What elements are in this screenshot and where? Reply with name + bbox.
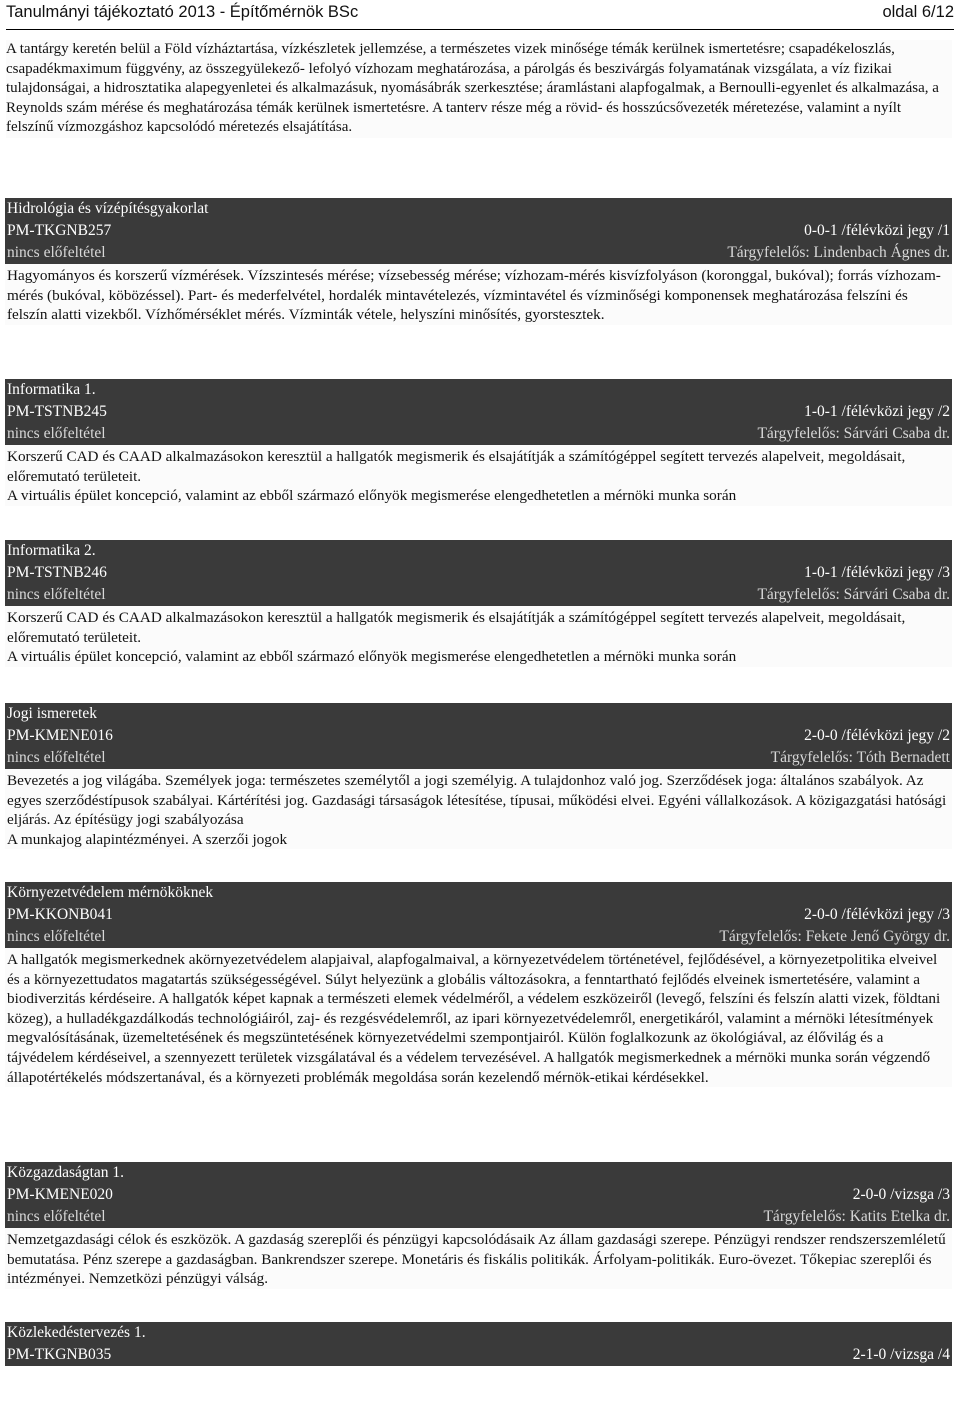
course-title: Jogi ismeretek bbox=[5, 703, 952, 725]
course-responsible: Tárgyfelelős: Sárvári Csaba dr. bbox=[757, 586, 950, 603]
course-title: Informatika 2. bbox=[5, 540, 952, 562]
course-code: PM-TKGNB257 bbox=[7, 222, 112, 239]
course-code: PM-TSTNB246 bbox=[7, 564, 107, 581]
course-title: Informatika 1. bbox=[5, 379, 952, 401]
course-credits: 1-0-1 /félévközi jegy /3 bbox=[804, 564, 950, 581]
course-code-row bbox=[5, 562, 952, 584]
course-prerequisite: nincs előfeltétel bbox=[7, 586, 106, 603]
course-code-row bbox=[5, 401, 952, 423]
course-block bbox=[5, 882, 952, 1087]
course-prereq-row bbox=[5, 584, 952, 606]
course-credits: 0-0-1 /félévközi jegy /1 bbox=[804, 222, 950, 239]
course-description: Hagyományos és korszerű vízmérések. Vízszintesés mérése; vízsebesség mérése; vízhozam-mérés kisvízfolyáson (koronggal, bukóval); forrás vízhozam-mérés (bukóval, köbözéssel). Part- és mederfelvétel, hordalék mintavételezés, vízmintavétel és vízminőségi komponensek meghatározása felszíni és felszín alatti vizekből. Vízhőmérséklet mérés. Vízminták vétele, helyszíni minősítés, gyorstesztek. bbox=[5, 264, 952, 325]
course-prereq-row bbox=[5, 423, 952, 445]
course-responsible: Tárgyfelelős: Lindenbach Ágnes dr. bbox=[727, 244, 950, 261]
course-responsible: Tárgyfelelős: Tóth Bernadett bbox=[770, 749, 950, 766]
course-code: PM-TSTNB245 bbox=[7, 403, 107, 420]
course-code: PM-KMENE020 bbox=[7, 1186, 113, 1203]
course-code-row bbox=[5, 1344, 952, 1366]
course-responsible: Tárgyfelelős: Fekete Jenő György dr. bbox=[719, 928, 950, 945]
course-description: Korszerű CAD és CAAD alkalmazásokon keresztül a hallgatók megismerik és elsajátítják a számítógéppel segített tervezés alapelveit, megoldásait, előremutató területeit. A virtuális épület koncepció, valamint az ebből származó előnyök megismerése elengedhetetlen a mérnöki munka során bbox=[5, 606, 952, 667]
intro-paragraph: A tantárgy keretén belül a Föld vízháztartása, vízkészletek jellemzése, a természetes vizek minősége témák kerülnek ismertetésre; csapadékeloszlás, csapadékmaximum függvény, az összegyülekező- lefolyó vízhozam meghatározása, a párolgás és beszivárgás folyamatának vizsgálata, a víz fizikai tulajdonságai, a hidrosztatika alapegyenletei és alkalmazásuk, nyomásábrák szerkesztése; áramlástani alapfogalmak, a Bernoulli-egyenlet és alkalmazása, a Reynolds szám mérése és meghatározása témák kerülnek ismertetésre. A tanterv része még a rövid- és hosszúcsővezeték méretezése, valamint a nyílt felszínű vízmozgáshoz kapcsolódó méretezés elsajátítása. bbox=[6, 40, 952, 138]
course-responsible: Tárgyfelelős: Katits Etelka dr. bbox=[763, 1208, 950, 1225]
course-prerequisite: nincs előfeltétel bbox=[7, 1208, 106, 1225]
course-credits: 1-0-1 /félévközi jegy /2 bbox=[804, 403, 950, 420]
course-prerequisite: nincs előfeltétel bbox=[7, 749, 106, 766]
course-code: PM-TKGNB035 bbox=[7, 1346, 112, 1363]
course-block bbox=[5, 540, 952, 667]
course-title: Közlekedéstervezés 1. bbox=[5, 1322, 952, 1344]
course-prerequisite: nincs előfeltétel bbox=[7, 244, 106, 261]
course-responsible: Tárgyfelelős: Sárvári Csaba dr. bbox=[757, 425, 950, 442]
course-description: Korszerű CAD és CAAD alkalmazásokon keresztül a hallgatók megismerik és elsajátítják a számítógéppel segített tervezés alapelveit, megoldásait, előremutató területeit. A virtuális épület koncepció, valamint az ebből származó előnyök megismerése elengedhetetlen a mérnöki munka során bbox=[5, 445, 952, 506]
course-code-row bbox=[5, 904, 952, 926]
course-description: A hallgatók megismerkednek akörnyezetvédelem alapjaival, alapfogalmaival, a környezetvédelem történetével, fejlődésével, a környezetpolitika elveivel és a környezettudatos magatartás szükségességével. Súlyt helyezünk a globális változásokra, a fenntartható fejlődés elveinek ismertetésére, valamint a biodiverzitás kérdéseire. A hallgatók képet kapnak a természeti elemek védelméről, a védelem eszközeiről (levegő, felszíni és felszín alatti vizek, földtani közeg), a hulladékgazdálkodás technológiáiról, zaj- és rezgésvédelemről, az ipari környezetvédelemről, energetikáról, valamint a mérnöki létesítmények megvalósításának, üzemeltetésének és megszüntetésének környezetvédelmi szempontjairól. Külön foglalkozunk az ökológiával, az élővilág és a tájvédelem kérdéseivel, a szennyezett területek vizsgálatával és a védelem tervezésével. A hallgatók megismerkednek a mérnöki munka során végzendő állapotértékelés módszertanával, és a környezeti problémák megoldása során kezelendő mérnök-etikai kérdésekkel. bbox=[5, 948, 952, 1087]
course-block bbox=[5, 1322, 952, 1366]
course-prerequisite: nincs előfeltétel bbox=[7, 425, 106, 442]
course-title: Közgazdaságtan 1. bbox=[5, 1162, 952, 1184]
course-code: PM-KMENE016 bbox=[7, 727, 113, 744]
page-header bbox=[6, 0, 954, 30]
course-prereq-row bbox=[5, 747, 952, 769]
course-description: Nemzetgazdasági célok és eszközök. A gazdaság szereplői és pénzügyi kapcsolódásaik Az állam gazdasági szerepe. Pénzügyi rendszer rendszerszemléletű bemutatása. Pénz szerepe a gazdaságban. Bankrendszer szerepe. Monetáris és fiskális politikák. Árfolyam-politikák. Euro-övezet. Tőkepiac szereplői és intézményei. Nemzetközi pénzügyi válság. bbox=[5, 1228, 952, 1289]
course-block bbox=[5, 379, 952, 506]
course-title: Környezetvédelem mérnököknek bbox=[5, 882, 952, 904]
course-credits: 2-0-0 /félévközi jegy /3 bbox=[804, 906, 950, 923]
course-credits: 2-0-0 /vizsga /3 bbox=[852, 1186, 950, 1203]
course-credits: 2-1-0 /vizsga /4 bbox=[852, 1346, 950, 1363]
course-prerequisite: nincs előfeltétel bbox=[7, 928, 106, 945]
course-credits: 2-0-0 /félévközi jegy /2 bbox=[804, 727, 950, 744]
course-code: PM-KKONB041 bbox=[7, 906, 113, 923]
course-block bbox=[5, 703, 952, 849]
course-block bbox=[5, 1162, 952, 1289]
course-title: Hidrológia és vízépítésgyakorlat bbox=[5, 198, 952, 220]
course-prereq-row bbox=[5, 1206, 952, 1228]
course-code-row bbox=[5, 1184, 952, 1206]
course-prereq-row bbox=[5, 926, 952, 948]
course-code-row bbox=[5, 725, 952, 747]
document-title: Tanulmányi tájékoztató 2013 - Építőmérnök BSc bbox=[6, 3, 359, 21]
page-number: oldal 6/12 bbox=[882, 3, 954, 21]
course-block bbox=[5, 198, 952, 325]
course-description: Bevezetés a jog világába. Személyek joga: természetes személytől a jogi személyig. A tulajdonhoz való jog. Szerződések joga: általános szabályok. Az egyes szerződéstípusok szabályai. Kártérítési jog. Gazdasági társaságok létesítése, típusai, működési elvei. Egyéni vállalkozások. A közigazgatási hatósági eljárás. Az építésügy jogi szabályozása A munkajog alapintézményei. A szerzői jogok bbox=[5, 769, 952, 849]
course-code-row bbox=[5, 220, 952, 242]
course-prereq-row bbox=[5, 242, 952, 264]
